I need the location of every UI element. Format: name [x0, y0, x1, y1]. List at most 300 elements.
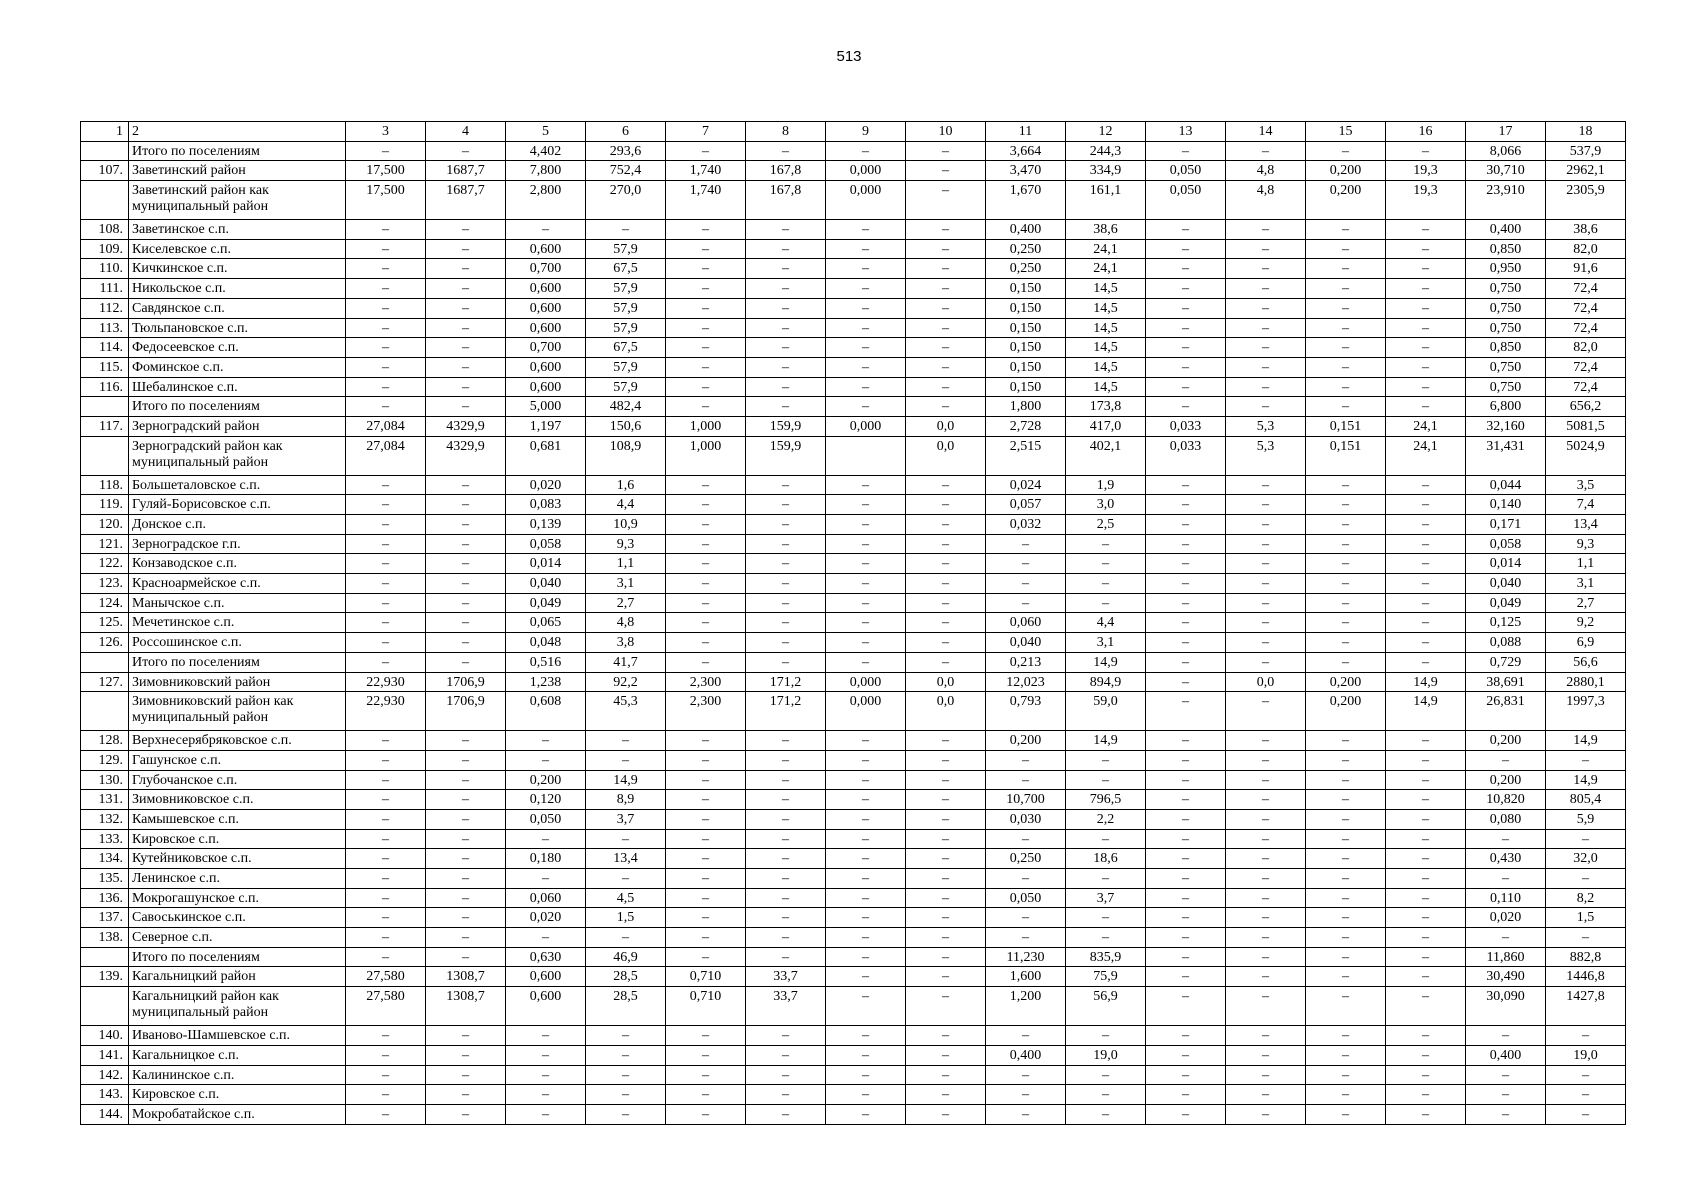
table-row — [81, 1045, 1626, 1065]
value-cell: – — [346, 259, 426, 279]
name-cell: Камышевское с.п. — [129, 809, 346, 829]
value-cell: – — [1466, 750, 1546, 770]
table-row — [81, 652, 1626, 672]
value-cell: 56,6 — [1546, 652, 1626, 672]
value-cell: – — [346, 357, 426, 377]
value-cell: – — [906, 259, 986, 279]
value-cell: – — [1146, 1045, 1226, 1065]
row-number-cell: 107. — [81, 161, 129, 181]
row-number-cell: 133. — [81, 829, 129, 849]
row-number-cell: 119. — [81, 495, 129, 515]
value-cell: 167,8 — [746, 161, 826, 181]
value-cell: 0,014 — [1466, 554, 1546, 574]
value-cell: – — [1066, 534, 1146, 554]
table-row — [81, 141, 1626, 161]
value-cell: – — [666, 770, 746, 790]
value-cell: 4,8 — [1226, 181, 1306, 220]
value-cell: 6,9 — [1546, 633, 1626, 653]
value-cell: 0,200 — [1466, 731, 1546, 751]
value-cell: – — [1226, 318, 1306, 338]
value-cell: – — [1226, 1085, 1306, 1105]
value-cell: 6 — [586, 122, 666, 142]
value-cell: – — [826, 849, 906, 869]
value-cell: – — [906, 338, 986, 358]
value-cell: – — [1226, 534, 1306, 554]
name-cell: Мечетинское с.п. — [129, 613, 346, 633]
value-cell: – — [426, 633, 506, 653]
value-cell: – — [1226, 220, 1306, 240]
value-cell: – — [746, 298, 826, 318]
value-cell: 0,681 — [506, 436, 586, 475]
value-cell: – — [666, 338, 746, 358]
value-cell: – — [746, 574, 826, 594]
value-cell: 0,430 — [1466, 849, 1546, 869]
value-cell: – — [906, 770, 986, 790]
value-cell: 108,9 — [586, 436, 666, 475]
value-cell: – — [666, 1085, 746, 1105]
row-number-cell: 131. — [81, 790, 129, 810]
value-cell: – — [426, 1065, 506, 1085]
value-cell: 0,151 — [1306, 436, 1386, 475]
value-cell: – — [1386, 259, 1466, 279]
value-cell: – — [426, 790, 506, 810]
value-cell: – — [426, 947, 506, 967]
value-cell: 1687,7 — [426, 181, 506, 220]
value-cell: 72,4 — [1546, 318, 1626, 338]
value-cell: 9,2 — [1546, 613, 1626, 633]
value-cell: 0,044 — [1466, 475, 1546, 495]
value-cell: – — [1306, 1045, 1386, 1065]
value-cell: 0,033 — [1146, 436, 1226, 475]
value-cell: 1,5 — [1546, 908, 1626, 928]
value-cell: 1,800 — [986, 397, 1066, 417]
value-cell: – — [346, 298, 426, 318]
value-cell: – — [666, 357, 746, 377]
value-cell: – — [346, 279, 426, 299]
value-cell: 9 — [826, 122, 906, 142]
value-cell: – — [1386, 377, 1466, 397]
value-cell: – — [746, 259, 826, 279]
value-cell: 18 — [1546, 122, 1626, 142]
value-cell: – — [1386, 357, 1466, 377]
value-cell: 72,4 — [1546, 279, 1626, 299]
value-cell: – — [1386, 338, 1466, 358]
value-cell: – — [1386, 239, 1466, 259]
name-cell: Зерноградский район — [129, 416, 346, 436]
value-cell: 14,9 — [586, 770, 666, 790]
value-cell: – — [666, 318, 746, 338]
table-row — [81, 259, 1626, 279]
value-cell: – — [346, 554, 426, 574]
value-cell: – — [1386, 397, 1466, 417]
row-number-cell: 117. — [81, 416, 129, 436]
name-cell: Верхнесерябряковское с.п. — [129, 731, 346, 751]
value-cell: – — [1146, 593, 1226, 613]
value-cell: – — [1146, 1026, 1226, 1046]
value-cell: 4,8 — [1226, 161, 1306, 181]
value-cell: – — [426, 495, 506, 515]
value-cell: – — [666, 750, 746, 770]
row-number-cell — [81, 141, 129, 161]
value-cell: – — [666, 141, 746, 161]
value-cell: – — [1386, 770, 1466, 790]
value-cell: 7,4 — [1546, 495, 1626, 515]
value-cell: – — [1306, 141, 1386, 161]
value-cell: – — [826, 790, 906, 810]
value-cell: 0,200 — [1306, 672, 1386, 692]
value-cell: – — [666, 220, 746, 240]
value-cell: – — [666, 731, 746, 751]
value-cell: – — [826, 1026, 906, 1046]
value-cell: 0,400 — [986, 220, 1066, 240]
value-cell: – — [1226, 888, 1306, 908]
value-cell: – — [1226, 298, 1306, 318]
value-cell: – — [1146, 731, 1226, 751]
value-cell: – — [1066, 770, 1146, 790]
value-cell: – — [1226, 397, 1306, 417]
value-cell: 82,0 — [1546, 239, 1626, 259]
row-number-cell: 142. — [81, 1065, 129, 1085]
value-cell: 19,3 — [1386, 161, 1466, 181]
value-cell: – — [906, 141, 986, 161]
value-cell: 0,630 — [506, 947, 586, 967]
name-cell: Итого по поселениям — [129, 947, 346, 967]
value-cell: – — [426, 829, 506, 849]
name-cell: Мокробатайское с.п. — [129, 1104, 346, 1124]
value-cell: – — [1386, 652, 1466, 672]
value-cell: – — [1386, 790, 1466, 810]
value-cell: 0,139 — [506, 515, 586, 535]
table-row — [81, 239, 1626, 259]
value-cell: 3,7 — [1066, 888, 1146, 908]
value-cell: 0,600 — [506, 377, 586, 397]
value-cell: – — [586, 829, 666, 849]
value-cell: 334,9 — [1066, 161, 1146, 181]
table-row — [81, 318, 1626, 338]
value-cell: – — [426, 1045, 506, 1065]
value-cell: – — [1146, 1104, 1226, 1124]
value-cell: – — [1466, 1026, 1546, 1046]
value-cell: – — [1386, 515, 1466, 535]
value-cell: – — [826, 593, 906, 613]
row-number-cell: 137. — [81, 908, 129, 928]
value-cell: 2,2 — [1066, 809, 1146, 829]
value-cell: – — [1386, 613, 1466, 633]
value-cell: – — [746, 809, 826, 829]
value-cell: 0,040 — [1466, 574, 1546, 594]
value-cell: – — [826, 888, 906, 908]
value-cell: 0,0 — [1226, 672, 1306, 692]
row-number-cell: 135. — [81, 869, 129, 889]
value-cell: – — [1146, 888, 1226, 908]
name-cell: Савдянское с.п. — [129, 298, 346, 318]
value-cell: 75,9 — [1066, 967, 1146, 987]
value-cell: – — [826, 652, 906, 672]
value-cell: – — [666, 790, 746, 810]
row-number-cell: 136. — [81, 888, 129, 908]
value-cell: – — [906, 908, 986, 928]
value-cell: 67,5 — [586, 338, 666, 358]
value-cell: – — [906, 633, 986, 653]
value-cell: – — [826, 239, 906, 259]
value-cell: – — [986, 1104, 1066, 1124]
table-row — [81, 416, 1626, 436]
value-cell: 0,000 — [826, 181, 906, 220]
value-cell: 167,8 — [746, 181, 826, 220]
value-cell: 27,084 — [346, 436, 426, 475]
value-cell: – — [746, 495, 826, 515]
value-cell: – — [1226, 515, 1306, 535]
value-cell: – — [586, 750, 666, 770]
value-cell: – — [346, 220, 426, 240]
value-cell: – — [826, 377, 906, 397]
value-cell: – — [666, 849, 746, 869]
value-cell: – — [1386, 829, 1466, 849]
value-cell: 796,5 — [1066, 790, 1146, 810]
value-cell: 0,033 — [1146, 416, 1226, 436]
value-cell: – — [1226, 967, 1306, 987]
value-cell: 14 — [1226, 122, 1306, 142]
value-cell: – — [1306, 809, 1386, 829]
value-cell: 13,4 — [1546, 515, 1626, 535]
value-cell: 293,6 — [586, 141, 666, 161]
value-cell: 752,4 — [586, 161, 666, 181]
value-cell: – — [1066, 1104, 1146, 1124]
value-cell: – — [666, 495, 746, 515]
value-cell: – — [826, 554, 906, 574]
value-cell: 0,250 — [986, 259, 1066, 279]
value-cell: 11,860 — [1466, 947, 1546, 967]
table-row — [81, 692, 1626, 731]
value-cell: – — [906, 495, 986, 515]
value-cell: 32,0 — [1546, 849, 1626, 869]
value-cell: – — [1306, 731, 1386, 751]
value-cell: – — [1146, 377, 1226, 397]
value-cell: – — [1466, 928, 1546, 948]
value-cell: 14,9 — [1066, 731, 1146, 751]
value-cell: – — [746, 1085, 826, 1105]
table-row — [81, 613, 1626, 633]
value-cell: – — [746, 279, 826, 299]
value-cell: – — [426, 613, 506, 633]
value-cell: – — [586, 1065, 666, 1085]
value-cell: – — [826, 613, 906, 633]
value-cell: 4329,9 — [426, 436, 506, 475]
value-cell: – — [1066, 928, 1146, 948]
value-cell: – — [666, 279, 746, 299]
value-cell: – — [426, 259, 506, 279]
value-cell: – — [1146, 692, 1226, 731]
row-number-cell: 123. — [81, 574, 129, 594]
value-cell: – — [986, 1065, 1066, 1085]
value-cell: – — [1386, 1104, 1466, 1124]
value-cell: – — [1226, 613, 1306, 633]
value-cell: 14,9 — [1546, 770, 1626, 790]
value-cell: 417,0 — [1066, 416, 1146, 436]
value-cell: – — [426, 849, 506, 869]
table-row — [81, 888, 1626, 908]
value-cell: – — [1386, 869, 1466, 889]
value-cell: 2,7 — [586, 593, 666, 613]
value-cell: – — [426, 298, 506, 318]
value-cell: – — [426, 357, 506, 377]
value-cell: 0,400 — [1466, 1045, 1546, 1065]
value-cell: 22,930 — [346, 692, 426, 731]
value-cell: 0,083 — [506, 495, 586, 515]
value-cell: 3,0 — [1066, 495, 1146, 515]
row-number-cell: 125. — [81, 613, 129, 633]
name-cell: Зимовниковское с.п. — [129, 790, 346, 810]
value-cell: 0,200 — [1306, 181, 1386, 220]
value-cell: – — [1146, 475, 1226, 495]
value-cell: – — [1386, 947, 1466, 967]
data-table — [80, 121, 1626, 1125]
value-cell: – — [1386, 928, 1466, 948]
value-cell: – — [746, 770, 826, 790]
value-cell: 27,580 — [346, 987, 426, 1026]
value-cell: – — [1066, 750, 1146, 770]
value-cell: 171,2 — [746, 692, 826, 731]
value-cell: – — [426, 338, 506, 358]
value-cell: – — [426, 928, 506, 948]
value-cell: – — [906, 947, 986, 967]
value-cell: – — [506, 829, 586, 849]
row-number-cell: 114. — [81, 338, 129, 358]
value-cell: 894,9 — [1066, 672, 1146, 692]
table-row — [81, 298, 1626, 318]
row-number-cell: 138. — [81, 928, 129, 948]
value-cell: – — [826, 397, 906, 417]
value-cell: – — [1306, 849, 1386, 869]
value-cell: 72,4 — [1546, 357, 1626, 377]
value-cell: – — [1226, 692, 1306, 731]
value-cell: – — [746, 554, 826, 574]
value-cell: 244,3 — [1066, 141, 1146, 161]
value-cell: 19,0 — [1066, 1045, 1146, 1065]
value-cell: 8,066 — [1466, 141, 1546, 161]
value-cell: 18,6 — [1066, 849, 1146, 869]
value-cell: 57,9 — [586, 377, 666, 397]
value-cell: – — [586, 1104, 666, 1124]
value-cell: – — [346, 1104, 426, 1124]
value-cell: – — [1306, 357, 1386, 377]
value-cell: – — [906, 1104, 986, 1124]
value-cell: 17 — [1466, 122, 1546, 142]
value-cell: – — [1386, 1065, 1466, 1085]
value-cell: – — [906, 534, 986, 554]
value-cell: 1308,7 — [426, 967, 506, 987]
value-cell: – — [986, 908, 1066, 928]
value-cell: – — [426, 652, 506, 672]
value-cell: 0,750 — [1466, 357, 1546, 377]
value-cell: – — [426, 1085, 506, 1105]
value-cell: – — [426, 534, 506, 554]
value-cell: – — [906, 475, 986, 495]
value-cell: – — [1146, 829, 1226, 849]
table-row — [81, 829, 1626, 849]
table-row — [81, 928, 1626, 948]
value-cell: 656,2 — [1546, 397, 1626, 417]
value-cell: 0,065 — [506, 613, 586, 633]
value-cell: 0,0 — [906, 672, 986, 692]
row-number-cell — [81, 947, 129, 967]
value-cell: 1,9 — [1066, 475, 1146, 495]
value-cell: – — [666, 475, 746, 495]
value-cell: 41,7 — [586, 652, 666, 672]
value-cell: – — [1386, 1026, 1466, 1046]
value-cell: 882,8 — [1546, 947, 1626, 967]
name-cell: Зимовниковский район — [129, 672, 346, 692]
value-cell: – — [426, 515, 506, 535]
value-cell: 0,151 — [1306, 416, 1386, 436]
value-cell: – — [426, 554, 506, 574]
value-cell: 57,9 — [586, 318, 666, 338]
value-cell: 3,7 — [586, 809, 666, 829]
value-cell: – — [506, 1065, 586, 1085]
value-cell: – — [1066, 1065, 1146, 1085]
value-cell: – — [826, 987, 906, 1026]
value-cell: – — [906, 869, 986, 889]
value-cell: – — [826, 633, 906, 653]
value-cell: – — [346, 574, 426, 594]
name-cell: Шебалинское с.п. — [129, 377, 346, 397]
value-cell: – — [666, 809, 746, 829]
value-cell: 14,9 — [1066, 652, 1146, 672]
value-cell: 4,4 — [1066, 613, 1146, 633]
name-cell: Тюльпановское с.п. — [129, 318, 346, 338]
value-cell: – — [346, 318, 426, 338]
value-cell: 0,000 — [826, 161, 906, 181]
value-cell: 0,710 — [666, 967, 746, 987]
value-cell: – — [1226, 987, 1306, 1026]
value-cell: – — [1306, 750, 1386, 770]
value-cell: 0,250 — [986, 239, 1066, 259]
value-cell: – — [826, 770, 906, 790]
value-cell: – — [1306, 338, 1386, 358]
value-cell: – — [1226, 357, 1306, 377]
value-cell: – — [906, 593, 986, 613]
value-cell: – — [1226, 574, 1306, 594]
value-cell: 1446,8 — [1546, 967, 1626, 987]
value-cell: 0,600 — [506, 279, 586, 299]
row-number-cell — [81, 397, 129, 417]
value-cell: 4,8 — [586, 613, 666, 633]
name-cell: Савоськинское с.п. — [129, 908, 346, 928]
value-cell: – — [1146, 908, 1226, 928]
value-cell: – — [1146, 318, 1226, 338]
value-cell: – — [746, 888, 826, 908]
value-cell: – — [1386, 534, 1466, 554]
value-cell: 0,050 — [506, 809, 586, 829]
value-cell: 17,500 — [346, 181, 426, 220]
value-cell: 0,020 — [506, 475, 586, 495]
value-cell: – — [666, 928, 746, 948]
table-row — [81, 770, 1626, 790]
name-cell: Кировское с.п. — [129, 1085, 346, 1105]
value-cell: – — [826, 1104, 906, 1124]
value-cell: – — [1306, 613, 1386, 633]
name-cell: Киселевское с.п. — [129, 239, 346, 259]
value-cell: 2,800 — [506, 181, 586, 220]
value-cell: – — [826, 357, 906, 377]
value-cell: – — [1386, 849, 1466, 869]
value-cell: – — [746, 1065, 826, 1085]
table-row — [81, 633, 1626, 653]
value-cell: 0,600 — [506, 318, 586, 338]
value-cell: 0,014 — [506, 554, 586, 574]
value-cell: 16 — [1386, 122, 1466, 142]
value-cell: 59,0 — [1066, 692, 1146, 731]
